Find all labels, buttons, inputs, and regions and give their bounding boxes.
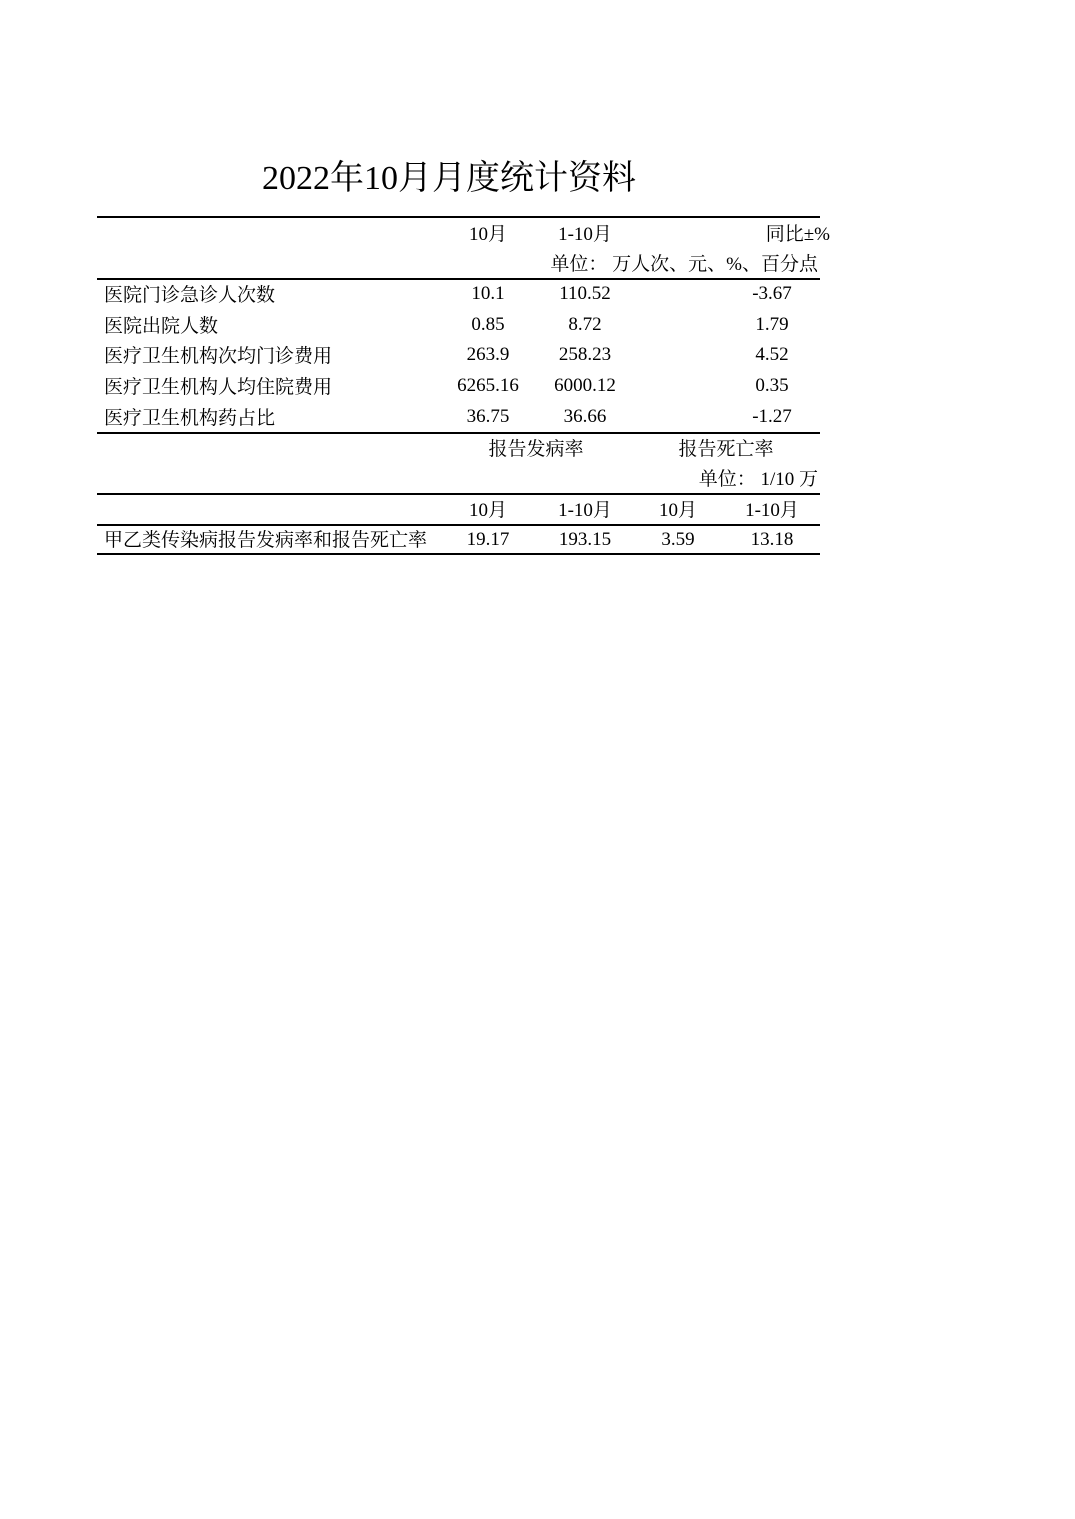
group-header-incidence: 报告发病率 <box>488 439 584 460</box>
value-month: 0.85 <box>471 314 505 335</box>
table2-header-rule <box>97 524 820 526</box>
col-header-incidence-month: 10月 <box>468 500 507 521</box>
value-yoy: 1.79 <box>755 314 789 335</box>
row-label: 医院门诊急诊人次数 <box>104 285 276 306</box>
row-label: 甲乙类传染病报告发病率和报告死亡率 <box>104 530 428 551</box>
row-label: 医疗卫生机构次均门诊费用 <box>104 346 333 367</box>
table-header-rule <box>97 278 820 280</box>
value-month: 36.75 <box>466 406 510 427</box>
table-section-rule <box>97 432 820 434</box>
col-header-yoy: 同比±% <box>765 224 830 245</box>
col-header-month: 10月 <box>468 224 507 245</box>
unit-note-2: 单位： 1/10 万 <box>698 469 818 490</box>
value-month: 263.9 <box>466 344 510 365</box>
value-month: 10.1 <box>471 283 505 304</box>
value-yoy: 4.52 <box>755 344 789 365</box>
value-incidence-month: 19.17 <box>466 529 510 550</box>
row-label: 医院出院人数 <box>104 316 219 337</box>
value-yoy: 0.35 <box>755 375 789 396</box>
value-cumulative: 258.23 <box>558 344 612 365</box>
value-incidence-cumulative: 193.15 <box>558 529 612 550</box>
group-header-death: 报告死亡率 <box>678 439 774 460</box>
unit-note: 单位： 万人次、元、%、百分点 <box>550 254 818 275</box>
col-header-incidence-cumulative: 1-10月 <box>558 500 612 521</box>
col-header-death-cumulative: 1-10月 <box>745 500 799 521</box>
col-header-cumulative: 1-10月 <box>558 224 612 245</box>
page-title: 2022年10月月度统计资料 <box>262 160 636 197</box>
value-yoy: -3.67 <box>752 283 792 304</box>
value-death-month: 3.59 <box>661 529 695 550</box>
value-cumulative: 110.52 <box>559 283 611 304</box>
row-label: 医疗卫生机构药占比 <box>104 408 276 429</box>
value-yoy: -1.27 <box>752 406 792 427</box>
table2-group-rule <box>97 493 820 495</box>
value-death-cumulative: 13.18 <box>750 529 794 550</box>
row-label: 医疗卫生机构人均住院费用 <box>104 377 333 398</box>
table-top-rule <box>97 216 820 218</box>
value-cumulative: 36.66 <box>563 406 607 427</box>
value-month: 6265.16 <box>457 375 519 396</box>
value-cumulative: 6000.12 <box>554 375 616 396</box>
value-cumulative: 8.72 <box>568 314 602 335</box>
col-header-death-month: 10月 <box>658 500 697 521</box>
table-bottom-rule <box>97 553 820 555</box>
